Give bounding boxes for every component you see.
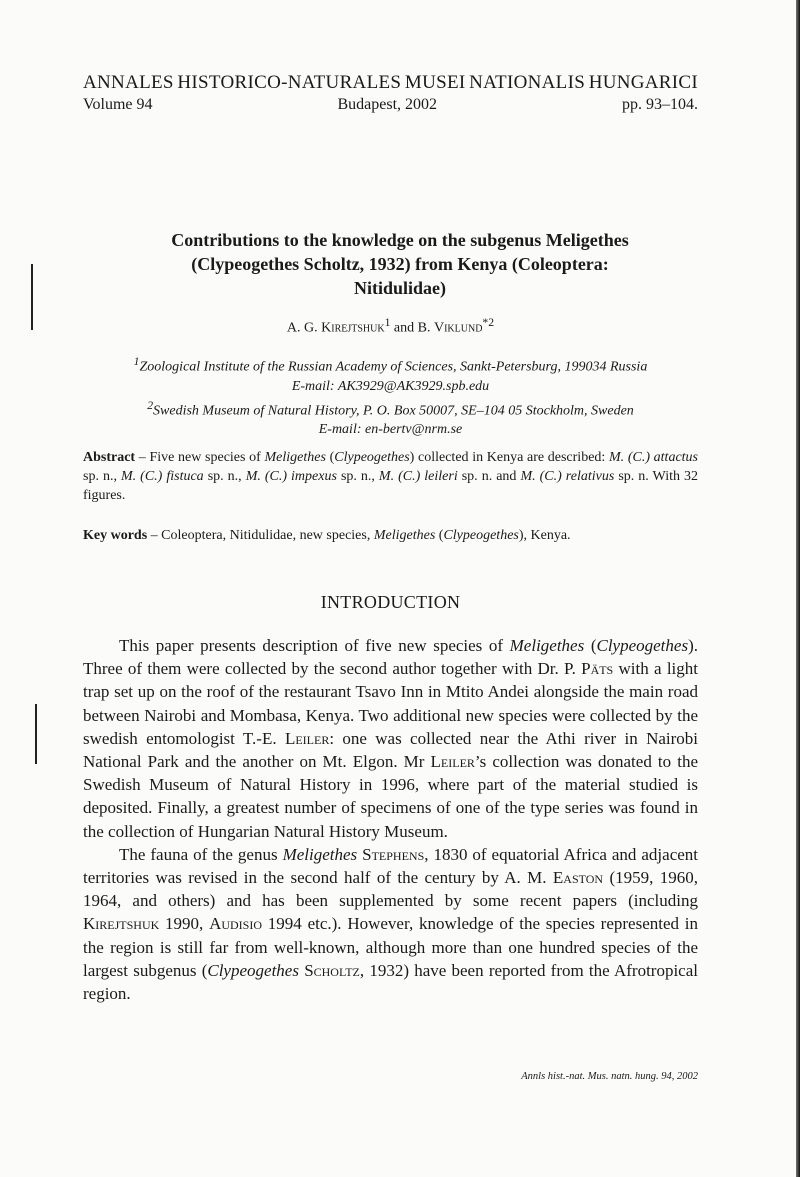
journal-name-word: NATIONALIS <box>469 72 586 93</box>
paragraph-text: 1994 etc.). However, knowledge of the species represented in the region is still far from well-known, although more than one hundred species of the largest subgenus ( <box>83 914 699 980</box>
keywords <box>83 526 698 545</box>
paragraph <box>83 634 698 843</box>
margin-mark <box>35 704 37 764</box>
paragraph-text: , 1932) have been reported from the Afrotropical region. <box>83 960 698 1004</box>
journal-name-word: HISTORICO-NATURALES <box>177 72 402 93</box>
abstract-text: ( <box>325 450 335 465</box>
paragraph-text: ’s collection was donated to the Swedish Museum of Natural History in 1996, where part of the material studied is deposited. Finally, a greatest number of specimens of one of the type series was found in the collection of Hungarian Natural History Museum. <box>83 752 698 841</box>
journal-name-word: HUNGARICI <box>588 72 698 93</box>
affiliation-email-2: E-mail: en-bertv@nrm.se <box>318 422 463 438</box>
author-separator: and B. <box>390 320 434 336</box>
taxon-name: Clypeogethes <box>334 450 410 465</box>
keywords-text: ( <box>435 528 444 543</box>
taxon-name: Clypeogethes <box>443 528 519 543</box>
paragraph-text: ( <box>584 636 597 655</box>
author-affiliation-mark: *2 <box>482 316 495 329</box>
paragraph-text: The fauna of the genus <box>119 844 283 864</box>
paragraph-text: 1990, <box>159 914 210 934</box>
taxon-name: Meligethes <box>373 528 436 543</box>
introduction-body <box>83 634 698 1005</box>
taxon-name: Meligethes <box>509 636 585 655</box>
keywords-label: Key words <box>83 528 148 543</box>
title-line: Contributions to the knowledge on the subgenus Meligethes <box>171 230 629 250</box>
keywords-text: – Coleoptera, Nitidulidae, new species, <box>147 528 374 543</box>
affiliation-text: Zoological Institute of the Russian Academy of Sciences, Sankt-Petersburg, 199034 Russia <box>139 359 648 375</box>
affiliation-1 <box>83 352 698 377</box>
affiliation-text: Swedish Museum of Natural History, P. O. Box 50007, SE–104 05 Stockholm, Sweden <box>153 403 634 419</box>
author-name: Kirejtshuk <box>321 320 385 336</box>
person-name: Stephens <box>362 844 425 864</box>
place-year: Budapest, 2002 <box>337 96 438 113</box>
abstract-text: sp. n., <box>203 469 246 484</box>
author-initials: A. G. <box>286 320 322 336</box>
taxon-name: M. (C.) fistuca <box>120 469 204 484</box>
journal-header <box>83 72 698 115</box>
author-affiliation-mark: 1 <box>384 316 391 329</box>
paragraph-text: with a light trap set up on the roof of the restaurant Tsavo Inn in Mtito Andei alongside the main road between Nairobi and Mombasa, Kenya. Two additional new species were collected by the swedish entomologist T.-E. <box>83 659 698 748</box>
person-name: Kirejtshuk <box>83 914 160 934</box>
paragraph-text: : one was collected near the Athi river in Nairobi National Park and the another on Mt. Elgon. Mr <box>83 728 699 772</box>
abstract-text: sp. n., <box>336 469 379 484</box>
author-name: Viklund <box>433 320 483 336</box>
taxon-name: M. (C.) leileri <box>378 469 458 484</box>
taxon-name: Meligethes <box>264 450 326 465</box>
abstract-label: Abstract <box>83 450 136 465</box>
journal-meta <box>83 95 698 115</box>
person-name: Leiler <box>430 752 475 772</box>
affiliation-email-1: E-mail: AK3929@AK3929.spb.edu <box>291 378 490 394</box>
abstract-text: sp. n. and <box>457 469 521 484</box>
taxon-name: M. (C.) attactus <box>608 450 698 465</box>
volume: Volume 94 <box>83 96 153 113</box>
title-line: (Clypeogethes Scholtz, 1932) from Kenya (Coleoptera: <box>191 254 609 274</box>
abstract-text: sp. n., <box>83 469 121 484</box>
keywords-text: ), Kenya. <box>518 528 571 543</box>
journal-name-word: ANNALES <box>83 72 174 93</box>
abstract <box>83 448 698 505</box>
title-line: Nitidulidae) <box>353 278 446 298</box>
abstract-text: ) collected in Kenya are described: <box>409 450 609 465</box>
affiliations <box>83 352 698 439</box>
person-name: Scholtz <box>304 960 360 980</box>
paragraph-text: , 1830 of equatorial Africa and adjacent territories was revised in the second half of the century by A. M. <box>83 844 699 888</box>
abstract-text: sp. n. With 32 figures. <box>83 469 698 503</box>
taxon-name: M. (C.) impexus <box>245 469 337 484</box>
paragraph-text: This paper presents description of five new species of <box>119 636 510 655</box>
affiliation-2 <box>83 396 698 421</box>
taxon-name: Meligethes <box>282 844 358 864</box>
affiliation-mark: 2 <box>147 398 154 412</box>
abstract-text: – Five new species of <box>135 450 265 465</box>
page-range: pp. 93–104. <box>622 96 698 113</box>
footer-citation: Annls hist.-nat. Mus. natn. hung. 94, 2002 <box>521 1071 698 1082</box>
section-heading: INTRODUCTION <box>320 592 461 612</box>
person-name: Easton <box>552 868 604 888</box>
paper-title <box>120 228 680 300</box>
person-name: Audisio <box>209 914 263 934</box>
margin-mark <box>31 264 33 330</box>
person-name: Päts <box>581 659 614 679</box>
journal-name <box>83 72 698 94</box>
journal-name-word: MUSEI <box>404 72 466 93</box>
taxon-name: M. (C.) relativus <box>520 469 615 484</box>
taxon-name: Clypeogethes <box>207 960 299 980</box>
paragraph-text: (1959, 1960, 1964, and others) and has been supplemented by some recent papers (including <box>83 868 698 911</box>
person-name: Leiler <box>284 728 330 748</box>
page-edge-shadow <box>796 0 800 1177</box>
authors <box>83 316 698 337</box>
affiliation-mark: 1 <box>133 355 140 368</box>
taxon-name: Clypeogethes <box>596 636 689 655</box>
paragraph <box>83 843 698 1005</box>
paragraph-text: ). Three of them were collected by the second author together with Dr. P. <box>83 636 698 679</box>
